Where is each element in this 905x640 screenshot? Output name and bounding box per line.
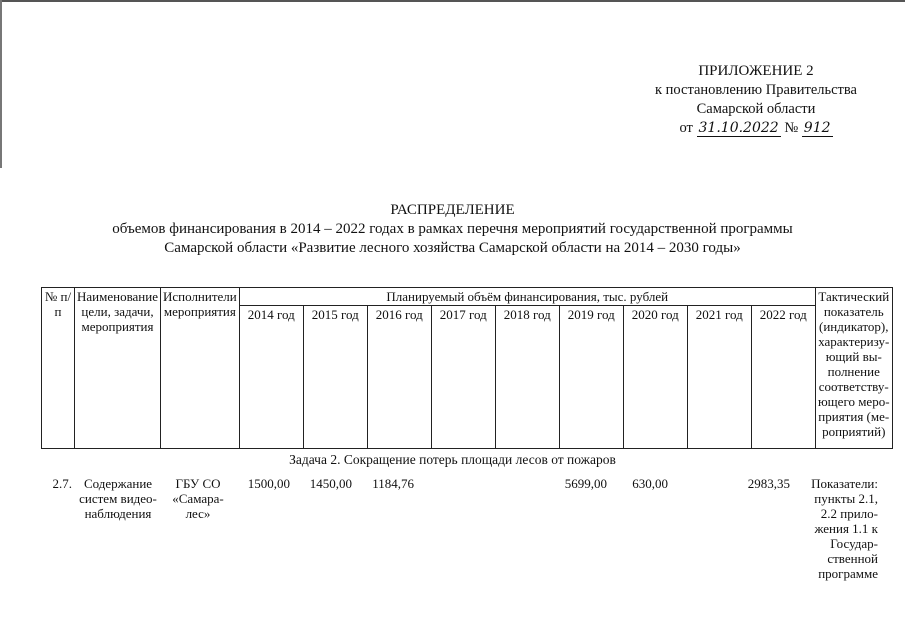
year-header: 2015 год	[303, 306, 367, 449]
year-header: 2014 год	[239, 306, 303, 449]
col-name-header: Наименование цели, задачи, мероприятия	[75, 288, 161, 449]
row-name: Содержание систем видео-наблюдения	[79, 476, 157, 521]
appendix-header	[641, 62, 871, 138]
row-indicator: Показатели: пункты 2.1, 2.2 прило-жения 1.1 к Государ-ственной программе	[811, 476, 878, 581]
year-header: 2020 год	[623, 306, 687, 449]
date-prefix: от	[679, 120, 693, 136]
appendix-title: ПРИЛОЖЕНИЕ 2	[698, 63, 814, 79]
value-2015: 1450,00	[309, 476, 352, 491]
row-number: 2.7.	[52, 476, 72, 491]
col-plan-header: Планируемый объём финансирования, тыс. рублей	[239, 288, 815, 306]
heading-title: РАСПРЕДЕЛЕНИЕ	[390, 202, 515, 218]
number-prefix: №	[784, 120, 799, 136]
col-indicator-header: Тактический показатель (индикатор), характеризу-ющий вы-полнение соответству-ющего меро-приятия (ме-роприятий)	[815, 288, 892, 449]
appendix-line: к постановлению Правительства	[655, 82, 857, 98]
scan-edge	[0, 0, 905, 2]
document-heading	[0, 201, 905, 258]
task-title: Задача 2. Сокращение потерь площади лесов от пожаров	[289, 452, 616, 467]
financing-table	[41, 287, 893, 449]
appendix-dateline	[641, 119, 871, 138]
year-header: 2022 год	[751, 306, 815, 449]
appendix-line: Самарской области	[696, 101, 816, 117]
year-header: 2017 год	[431, 306, 495, 449]
heading-line: объемов финансирования в 2014 – 2022 годах в рамках перечня мероприятий государственной программы	[112, 221, 793, 237]
year-header: 2018 год	[495, 306, 559, 449]
year-header: 2016 год	[367, 306, 431, 449]
col-number-header: № п/п	[42, 288, 75, 449]
handwritten-number: 912	[803, 120, 831, 136]
value-2019: 5699,00	[564, 476, 607, 491]
year-header: 2019 год	[559, 306, 623, 449]
year-header: 2021 год	[687, 306, 751, 449]
handwritten-date: 31.10.2022	[698, 120, 779, 136]
heading-line: Самарской области «Развитие лесного хозяйства Самарской области на 2014 – 2030 годы»	[164, 240, 741, 256]
value-2020: 630,00	[632, 476, 668, 491]
value-2022: 2983,35	[747, 476, 790, 491]
value-2016: 1184,76	[372, 476, 414, 491]
value-2014: 1500,00	[247, 476, 290, 491]
scan-edge	[0, 0, 2, 168]
col-executor-header: Исполнители мероприятия	[161, 288, 240, 449]
row-executor: ГБУ СО «Самара-лес»	[172, 476, 224, 521]
